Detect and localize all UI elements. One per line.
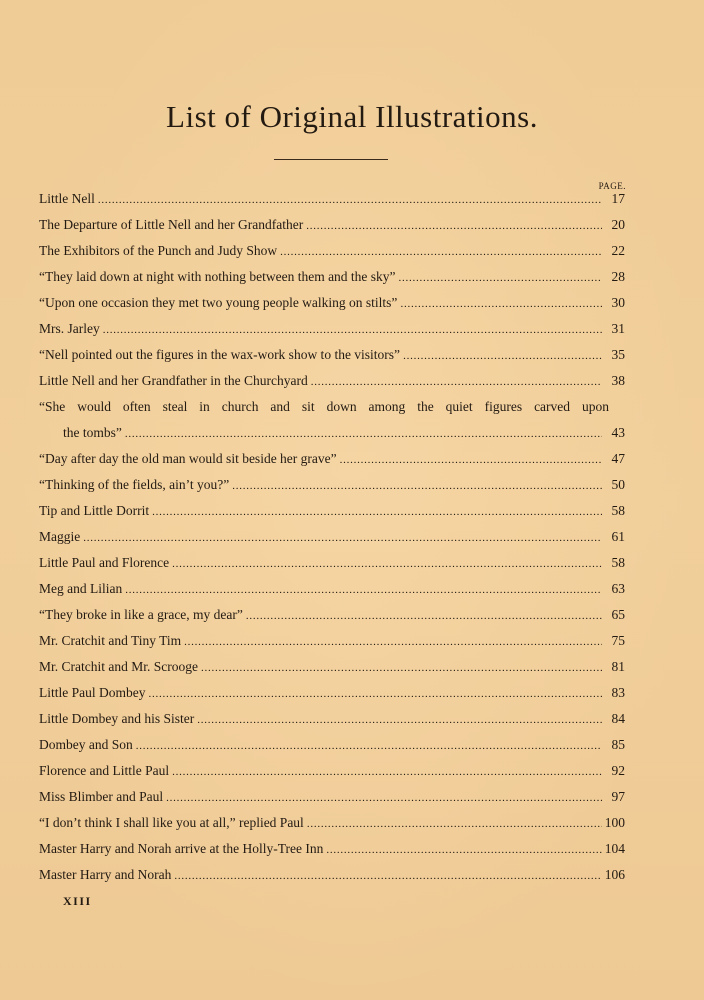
entry-page-number: 61 — [611, 529, 625, 544]
dot-leader — [399, 265, 602, 291]
title-rule — [274, 159, 388, 160]
entry-page-number: 63 — [611, 581, 625, 596]
dot-leader — [152, 499, 602, 525]
list-item — [39, 758, 625, 784]
list-item — [39, 628, 625, 654]
list-item — [39, 784, 625, 810]
entry-label: Little Paul Dombey — [39, 685, 146, 700]
entry-label: “I don’t think I shall like you at all,” replied Paul — [39, 815, 304, 830]
list-item — [39, 316, 625, 342]
entry-page-number: 47 — [611, 451, 625, 466]
entry-label: “Nell pointed out the figures in the wax-work show to the visitors” — [39, 347, 401, 362]
entry-page-number: 75 — [611, 633, 625, 648]
list-item — [39, 602, 625, 628]
entry-label: Miss Blimber and Paul — [39, 789, 164, 804]
entry-label: Little Nell — [39, 191, 95, 206]
list-item — [39, 264, 625, 290]
entry-page-number: 43 — [611, 425, 625, 440]
entry-page-number: 31 — [611, 321, 625, 336]
entry-label: Little Dombey and his Sister — [39, 711, 195, 726]
entry-label: “She would often steal in church and sit down among the quiet figures carved upon — [39, 399, 609, 414]
entry-page-number: 30 — [611, 295, 625, 310]
dot-leader — [340, 447, 602, 473]
list-item — [39, 472, 625, 498]
entry-page-number: 65 — [611, 607, 625, 622]
entry-label: Mr. Cratchit and Tiny Tim — [39, 633, 182, 648]
entry-label: Little Paul and Florence — [39, 555, 170, 570]
entry-page-number: 58 — [611, 555, 625, 570]
entry-page-number: 97 — [611, 789, 625, 804]
folio-number: XIII — [63, 894, 92, 908]
list-item — [39, 836, 625, 862]
dot-leader — [306, 213, 602, 239]
entry-page-number: 22 — [611, 243, 625, 258]
entry-label: Florence and Little Paul — [39, 763, 170, 778]
list-item — [39, 706, 625, 732]
dot-leader — [400, 291, 602, 317]
dot-leader — [201, 655, 602, 681]
entry-label: Master Harry and Norah arrive at the Holly-Tree Inn — [39, 841, 324, 856]
entry-label: “Thinking of the fields, ain’t you?” — [39, 477, 230, 492]
entry-page-number: 106 — [604, 867, 625, 882]
list-item — [39, 394, 625, 420]
list-item — [39, 368, 625, 394]
page-title: List of Original Illustrations. — [166, 99, 538, 134]
entry-label: Meg and Lilian — [39, 581, 123, 596]
entry-label: “Upon one occasion they met two young people walking on stilts” — [39, 295, 398, 310]
list-item — [39, 290, 625, 316]
list-item — [39, 810, 625, 836]
entry-label: “Day after day the old man would sit beside her grave” — [39, 451, 337, 466]
dot-leader — [166, 785, 602, 811]
page-column-label: PAGE. — [598, 181, 626, 191]
list-item — [39, 732, 625, 758]
dot-leader — [307, 811, 602, 837]
dot-leader — [83, 525, 602, 551]
entry-page-number: 92 — [611, 763, 625, 778]
list-item — [39, 212, 625, 238]
dot-leader — [172, 551, 602, 577]
entry-label: Mr. Cratchit and Mr. Scrooge — [39, 659, 198, 674]
dot-leader — [98, 187, 602, 213]
entry-label: The Exhibitors of the Punch and Judy Show — [39, 243, 278, 258]
dot-leader — [148, 681, 602, 707]
dot-leader — [103, 317, 602, 343]
entry-page-number: 85 — [611, 737, 625, 752]
dot-leader — [172, 759, 602, 785]
list-item — [39, 186, 625, 212]
entry-page-number: 35 — [611, 347, 625, 362]
list-item — [39, 342, 625, 368]
entry-label: Little Nell and her Grandfather in the Churchyard — [39, 373, 308, 388]
list-item — [39, 524, 625, 550]
entry-page-number: 50 — [611, 477, 625, 492]
entry-label: “They broke in like a grace, my dear” — [39, 607, 243, 622]
entry-page-number: 17 — [611, 191, 625, 206]
entry-label: Dombey and Son — [39, 737, 133, 752]
entry-page-number: 58 — [611, 503, 625, 518]
list-item — [39, 446, 625, 472]
dot-leader — [184, 629, 602, 655]
entry-label: The Departure of Little Nell and her Grandfather — [39, 217, 304, 232]
dot-leader — [174, 863, 601, 889]
dot-leader — [326, 837, 601, 863]
entry-page-number: 104 — [604, 841, 625, 856]
dot-leader — [311, 369, 602, 395]
entry-label: Maggie — [39, 529, 81, 544]
entry-page-number: 83 — [611, 685, 625, 700]
dot-leader — [197, 707, 602, 733]
dot-leader — [403, 343, 602, 369]
dot-leader — [232, 473, 602, 499]
entry-label-continuation: the tombs” — [63, 425, 122, 440]
list-item — [39, 654, 625, 680]
dot-leader — [246, 603, 602, 629]
dot-leader — [136, 733, 602, 759]
list-item-continuation — [39, 420, 625, 446]
entry-page-number: 84 — [611, 711, 625, 726]
entry-page-number: 38 — [611, 373, 625, 388]
list-item — [39, 550, 625, 576]
entry-label: Tip and Little Dorrit — [39, 503, 150, 518]
entry-page-number: 28 — [611, 269, 625, 284]
list-item — [39, 498, 625, 524]
entry-page-number: 100 — [604, 815, 625, 830]
list-item — [39, 576, 625, 602]
entry-label: Master Harry and Norah — [39, 867, 172, 882]
list-item — [39, 862, 625, 888]
list-item — [39, 680, 625, 706]
entry-page-number: 20 — [611, 217, 625, 232]
illustrations-list — [39, 186, 625, 888]
entry-label: Mrs. Jarley — [39, 321, 100, 336]
dot-leader — [125, 421, 602, 447]
entry-page-number: 81 — [611, 659, 625, 674]
dot-leader — [280, 239, 602, 265]
list-item — [39, 238, 625, 264]
dot-leader — [125, 577, 602, 603]
entry-label: “They laid down at night with nothing between them and the sky” — [39, 269, 396, 284]
